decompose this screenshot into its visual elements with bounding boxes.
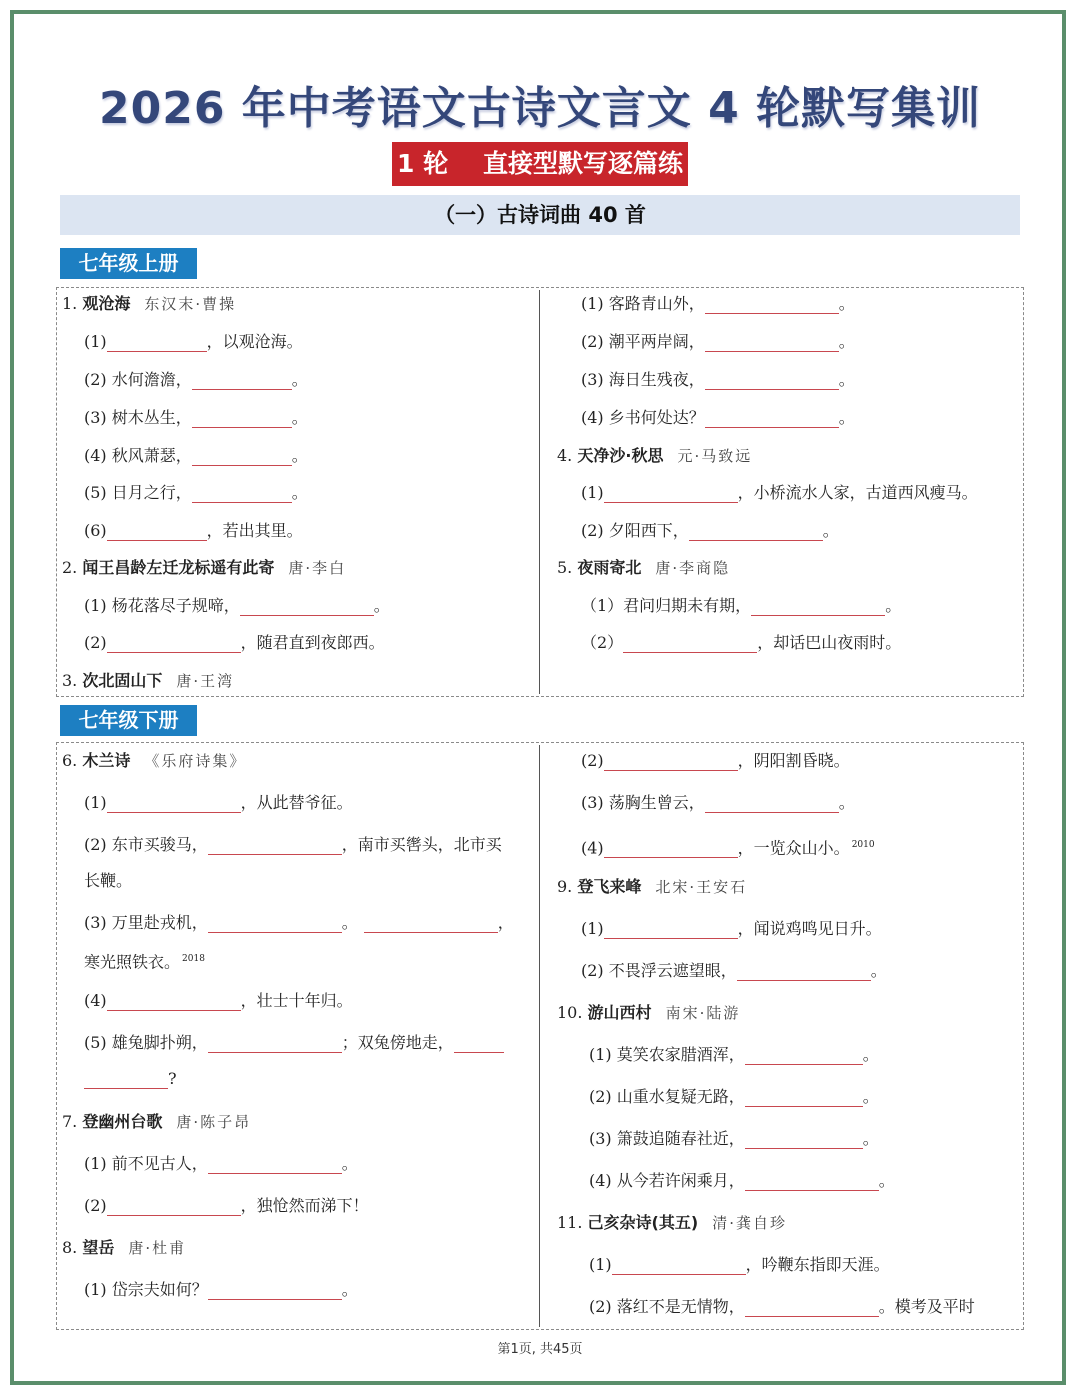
poem-heading: 7. 登幽州台歌 唐·陈子昂 [62,1112,252,1131]
exercise-line: (1) 前不见古人， 。 [84,1154,358,1173]
answer-blank[interactable] [107,636,241,653]
exercise-line: (4) 从今若许闲乘月， 。 [589,1171,895,1190]
exercise-line: (1) 杨花落尽子规啼， 。 [84,596,390,615]
exercise-line: (2) 山重水复疑无路， 。 [589,1087,879,1106]
exercise-line: (3) 海日生残夜， 。 [581,370,855,389]
answer-blank[interactable] [84,1072,168,1089]
answer-blank[interactable] [705,297,839,314]
exercise-line: (2) 潮平两岸阔， 。 [581,332,855,351]
page-footer: 第1页, 共45页 [497,1342,583,1357]
answer-blank[interactable] [192,449,292,466]
exercise-line: (2) 水何澹澹， 。 [84,370,308,389]
poem-heading: 4. 天净沙·秋思 元·马致远 [557,446,753,465]
answer-blank[interactable] [107,1199,241,1216]
exercise-line: (4) ，壮士十年归。 [84,991,353,1010]
answer-blank[interactable] [208,1036,342,1053]
exercise-line: (3) 树木丛生， 。 [84,408,308,427]
exercise-line: (1) 岱宗夫如何？ 。 [84,1280,358,1299]
exercise-line: (1) ，吟鞭东指即天涯。 [589,1255,890,1274]
answer-blank[interactable] [604,922,738,939]
answer-blank[interactable] [604,841,738,858]
exercise-line: (1) 客路青山外， 。 [581,294,855,313]
exercise-line: (2) 落红不是无情物， 。模考及平时 [589,1297,975,1316]
answer-blank[interactable] [364,916,498,933]
exercise-line: (4) ，一览众山小。 $^{2010}$ [581,838,875,858]
answer-blank[interactable] [107,994,241,1011]
exercise-line: (2) ，随君直到夜郎西。 [84,633,385,652]
answer-blank[interactable] [737,964,871,981]
exercise-line: (4) 秋风萧瑟， 。 [84,446,308,465]
exercise-line: 长鞭。 [84,871,133,890]
poem-heading: 9. 登飞来峰 北宋·王安石 [557,877,748,896]
answer-blank[interactable] [745,1132,863,1149]
exercise-line: (3) 荡胸生曾云， 。 [581,793,855,812]
exercise-box-lower [56,742,1024,1330]
exercise-box-upper [56,287,1024,697]
poem-heading: 8. 望岳 唐·杜甫 [62,1238,187,1257]
poem-heading: 1. 观沧海 东汉末·曹操 [62,294,237,313]
answer-blank[interactable] [208,916,342,933]
answer-blank[interactable] [623,636,757,653]
answer-blank[interactable] [604,486,738,503]
poem-heading: 6. 木兰诗 《乐府诗集》 [62,751,247,770]
exercise-line: 寒光照铁衣。 $^{2018}$ [84,952,205,972]
exercise-line: (1) ，从此替爷征。 [84,793,353,812]
section-banner: （一）古诗词曲 40 首 [60,195,1020,235]
exercise-line: (3) 箫鼓追随春社近， 。 [589,1129,879,1148]
grade-tag-lower: 七年级下册 [60,705,197,736]
exercise-line: (6) ，若出其里。 [84,521,303,540]
answer-blank[interactable] [705,335,839,352]
answer-blank[interactable] [240,599,374,616]
answer-blank[interactable] [745,1300,879,1317]
answer-blank[interactable] [745,1048,863,1065]
exercise-line: （2） ，却话巴山夜雨时。 [581,633,902,652]
answer-blank[interactable] [745,1174,879,1191]
answer-blank[interactable] [107,335,207,352]
exercise-line: (3) 万里赴戎机， 。 ， [84,913,514,932]
exercise-line: (1) ，以观沧海。 [84,332,303,351]
answer-blank[interactable] [192,411,292,428]
poem-heading: 10. 游山西村 南宋·陆游 [557,1003,741,1022]
column-divider [539,290,540,694]
answer-blank[interactable] [689,524,823,541]
round-badge: 1 轮 直接型默写逐篇练 [392,142,688,186]
answer-blank[interactable] [745,1090,863,1107]
answer-blank[interactable] [107,796,241,813]
page-title: 2026 年中考语文古诗文言文 4 轮默写集训 [98,83,982,134]
poem-heading: 5. 夜雨寄北 唐·李商隐 [557,558,731,577]
answer-blank[interactable] [705,796,839,813]
answer-blank[interactable] [751,599,885,616]
exercise-line: (4) 乡书何处达？ 。 [581,408,855,427]
poem-heading: 2. 闻王昌龄左迁龙标遥有此寄 唐·李白 [62,558,347,577]
answer-blank[interactable] [192,373,292,390]
exercise-line: (1) ，闻说鸡鸣见日升。 [581,919,882,938]
exercise-line: ? [84,1069,177,1089]
answer-blank[interactable] [208,1283,342,1300]
poem-heading: 11. 己亥杂诗(其五) 清·龚自珍 [557,1213,787,1232]
answer-blank[interactable] [705,411,839,428]
answer-blank[interactable] [208,1157,342,1174]
exercise-line: (5) 雄兔脚扑朔， ；双兔傍地走， [84,1033,504,1053]
column-divider [539,745,540,1327]
answer-blank[interactable] [208,838,342,855]
answer-blank[interactable] [612,1258,746,1275]
exercise-line: (2) 不畏浮云遮望眼， 。 [581,961,887,980]
answer-blank[interactable] [705,373,839,390]
answer-blank[interactable] [454,1036,504,1053]
grade-tag-upper: 七年级上册 [60,248,197,279]
exercise-line: (2) ，独怆然而涕下！ [84,1196,369,1215]
exercise-line: (5) 日月之行， 。 [84,483,308,502]
poem-heading: 3. 次北固山下 唐·王湾 [62,671,235,690]
exercise-line: （1）君问归期未有期， 。 [581,596,902,615]
exercise-line: (2) 夕阳西下， 。 [581,521,839,540]
exercise-line: (1) 莫笑农家腊酒浑， 。 [589,1045,879,1064]
answer-blank[interactable] [107,524,207,541]
answer-blank[interactable] [604,754,738,771]
exercise-line: (2) 东市买骏马， ，南市买辔头，北市买 [84,835,502,854]
answer-blank[interactable] [192,486,292,503]
exercise-line: (2) ，阴阳割昏晓。 [581,751,850,770]
exercise-line: (1) ，小桥流水人家，古道西风瘦马。 [581,483,978,502]
